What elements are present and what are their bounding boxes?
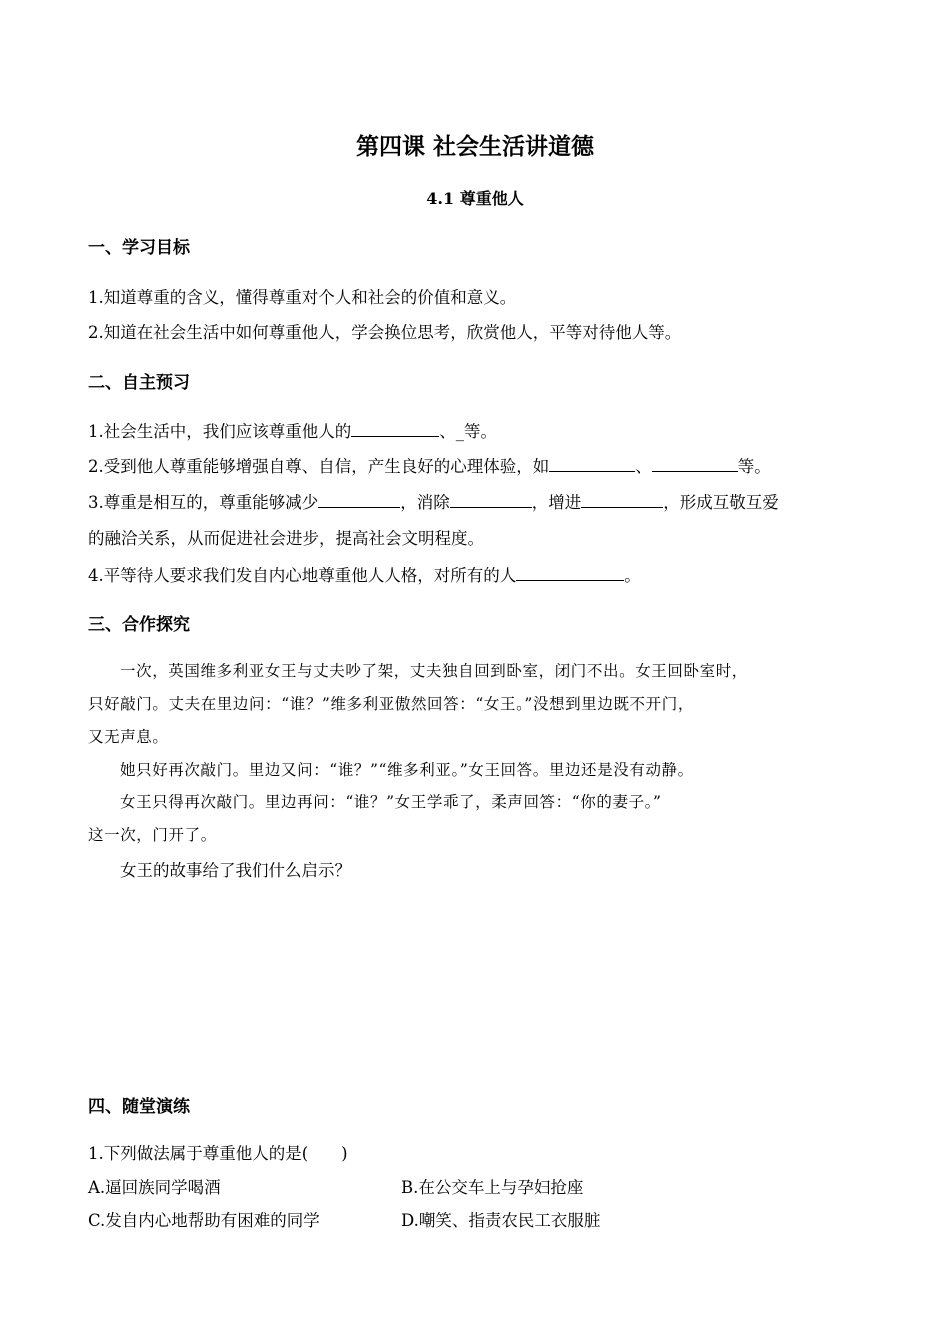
question-text: ，形成互敬互爱 bbox=[663, 493, 779, 512]
page-title: 第四课 社会生活讲道德 bbox=[355, 134, 594, 160]
question-text: ，消除 bbox=[400, 493, 450, 512]
answer-blank[interactable] bbox=[450, 491, 532, 508]
answer-blank[interactable] bbox=[652, 455, 738, 472]
question-text: ，增进 bbox=[531, 493, 582, 512]
explore-question: 女王的故事给了我们什么启示？ bbox=[120, 861, 351, 880]
question-text: 等。 bbox=[737, 457, 771, 476]
section-heading-practice: 四、随堂演练 bbox=[88, 1097, 190, 1117]
lesson-subtitle: 4.1 尊重他人 bbox=[426, 189, 524, 208]
section-heading-goals: 一、学习目标 bbox=[88, 238, 190, 258]
story-line: 女王只得再次敲门。里边再问：“谁？”女王学乖了，柔声回答：“你的妻子。” bbox=[120, 793, 662, 811]
story-line: 一次，英国维多利亚女王与丈夫吵了架，丈夫独自回到卧室，闭门不出。女王回卧室时， bbox=[120, 662, 748, 680]
answer-blank[interactable] bbox=[581, 491, 663, 508]
goal-item: 1.知道尊重的含义，懂得尊重对个人和社会的价值和意义。 bbox=[88, 288, 517, 307]
question-text: 4.平等待人要求我们发自内心地尊重他人人格，对所有的人 bbox=[88, 566, 517, 585]
option-d[interactable]: D.嘲笑、指责农民工衣服脏 bbox=[401, 1211, 601, 1230]
section-heading-preview: 二、自主预习 bbox=[88, 373, 190, 393]
answer-blank[interactable] bbox=[516, 564, 624, 581]
question-text: 2.受到他人尊重能够增强自尊、自信，产生良好的心理体验，如 bbox=[88, 457, 550, 476]
practice-question-1: 1.下列做法属于尊重他人的是( ) bbox=[88, 1144, 348, 1163]
preview-question-2 bbox=[88, 453, 771, 477]
answer-blank[interactable] bbox=[318, 491, 400, 508]
story-line: 又无声息。 bbox=[88, 728, 169, 746]
question-text: 、_等。 bbox=[439, 422, 497, 441]
story-line: 这一次，门开了。 bbox=[88, 826, 217, 844]
preview-question-4 bbox=[88, 562, 641, 586]
goal-item: 2.知道在社会生活中如何尊重他人，学会换位思考，欣赏他人，平等对待他人等。 bbox=[88, 323, 682, 342]
story-line: 她只好再次敲门。里边又问：“谁？”“维多利亚。”女王回答。里边还是没有动静。 bbox=[120, 761, 694, 779]
question-text: 。 bbox=[624, 566, 641, 585]
preview-question-3 bbox=[88, 489, 779, 513]
answer-blank[interactable] bbox=[549, 455, 635, 472]
question-text: 3.尊重是相互的，尊重能够减少 bbox=[88, 493, 319, 512]
answer-blank[interactable] bbox=[351, 420, 439, 437]
question-text: 1.社会生活中，我们应该尊重他人的 bbox=[88, 422, 352, 441]
option-a[interactable]: A.逼回族同学喝酒 bbox=[88, 1178, 221, 1197]
option-b[interactable]: B.在公交车上与孕妇抢座 bbox=[401, 1178, 584, 1197]
option-c[interactable]: C.发自内心地帮助有困难的同学 bbox=[88, 1211, 320, 1230]
question-text: 、 bbox=[635, 457, 652, 476]
preview-question-1 bbox=[88, 418, 497, 442]
story-line: 只好敲门。丈夫在里边问：“谁？”维多利亚傲然回答：“女王。”没想到里边既不开门， bbox=[88, 695, 694, 713]
preview-question-3-cont: 的融洽关系，从而促进社会进步，提高社会文明程度。 bbox=[88, 529, 484, 548]
section-heading-explore: 三、合作探究 bbox=[88, 615, 190, 635]
